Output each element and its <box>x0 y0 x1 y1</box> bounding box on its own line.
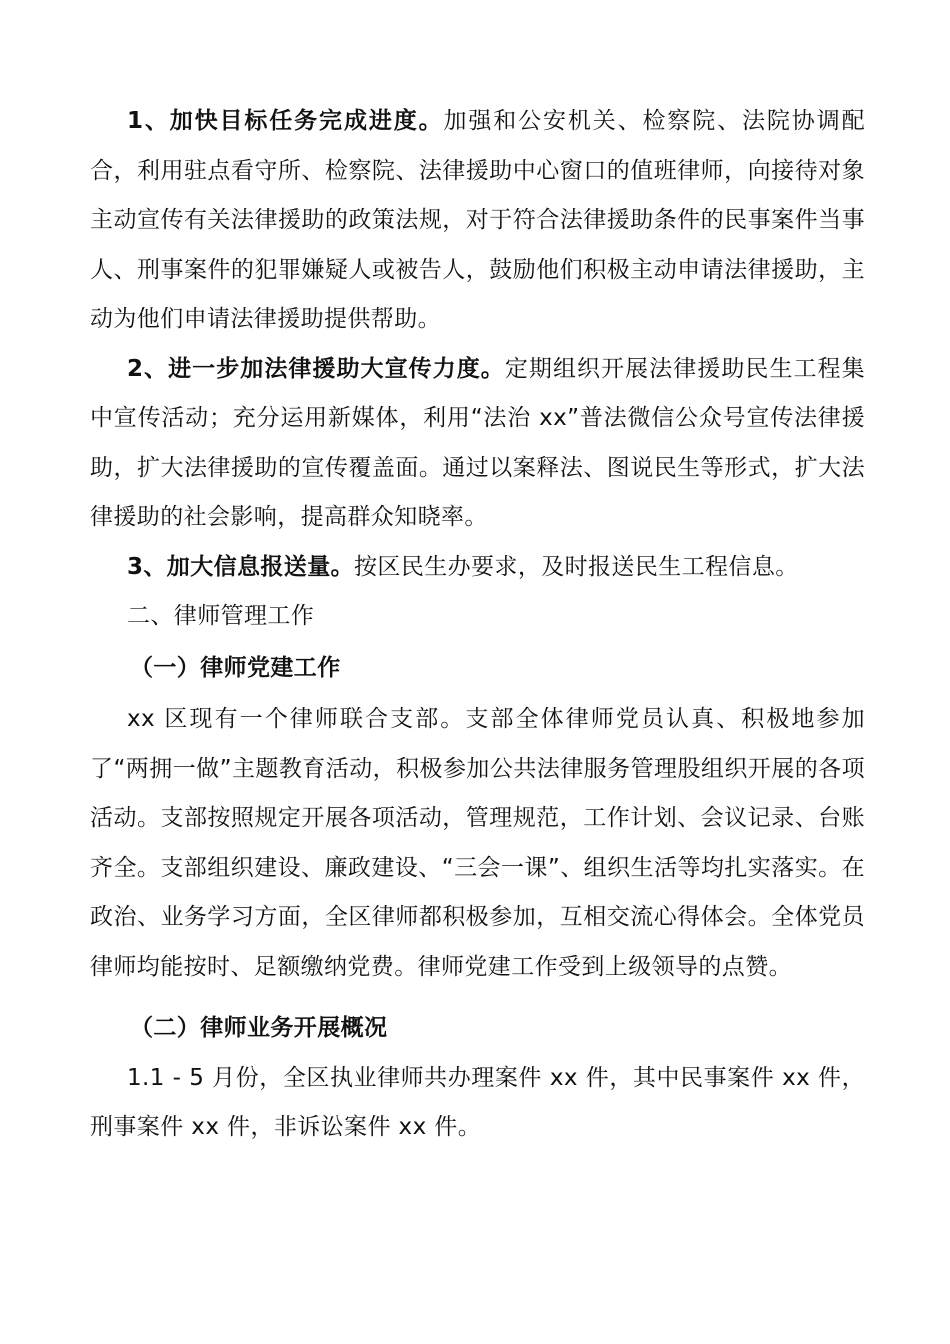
paragraph-lead: 2、进一步加法律援助大宣传力度。 <box>127 355 505 382</box>
subsection-title-business: （二）律师业务开展概况 <box>130 1015 388 1041</box>
paragraph-business: 1.1 - 5 月份，全区执业律师共办理案件 xx 件，其中民事案件 xx 件，刑事案件 xx 件，非诉讼案件 xx 件。 <box>90 1064 865 1140</box>
paragraph-text: 定期组织开展法律援助民生工程集中宣传活动；充分运用新媒体，利用“法治 xx”普法微信公众号宣传法律援助，扩大法律援助的宣传覆盖面。通过以案释法、图说民生等形式，扩大法律援助的社会影响，提高群众知晓率。 <box>90 355 866 530</box>
paragraph-text: 按区民生办要求，及时报送民生工程信息。 <box>354 553 799 580</box>
paragraph-lead: 1、加快目标任务完成进度。 <box>127 108 444 134</box>
paragraph-party-building: xx 区现有一个律师联合支部。支部全体律师党员认真、积极地参加了“两拥一做”主题教育活动，积极参加公共法律服务管理股组织开展的各项活动。支部按照规定开展各项活动，管理规范，工作计划、会议记录、台账齐全。支部组织建设、廉政建设、“三会一课”、组织生活等均扎实落实。在政治、业务学习方面，全区律师都积极参加，互相交流心得体会。全体党员律师均能按时、足额缴纳党费。律师党建工作受到上级领导的点赞。 <box>90 706 865 980</box>
paragraph-lead: 3、加大信息报送量。 <box>127 553 355 580</box>
subsection-title-party-building: （一）律师党建工作 <box>130 654 341 681</box>
document-page <box>90 97 865 1153</box>
paragraph-publicity <box>90 345 865 543</box>
section-title: 二、律师管理工作 <box>127 603 315 629</box>
paragraph-text: 加强和公安机关、检察院、法院协调配合，利用驻点看守所、检察院、法律援助中心窗口的值班律师，向接待对象主动宣传有关法律援助的政策法规，对于符合法律援助条件的民事案件当事人、刑事案件的犯罪嫌疑人或被告人，鼓励他们积极主动申请法律援助，主动为他们申请法律援助提供帮助。 <box>90 108 865 332</box>
paragraph-task-progress <box>90 97 865 345</box>
paragraph-info-report <box>90 543 865 593</box>
